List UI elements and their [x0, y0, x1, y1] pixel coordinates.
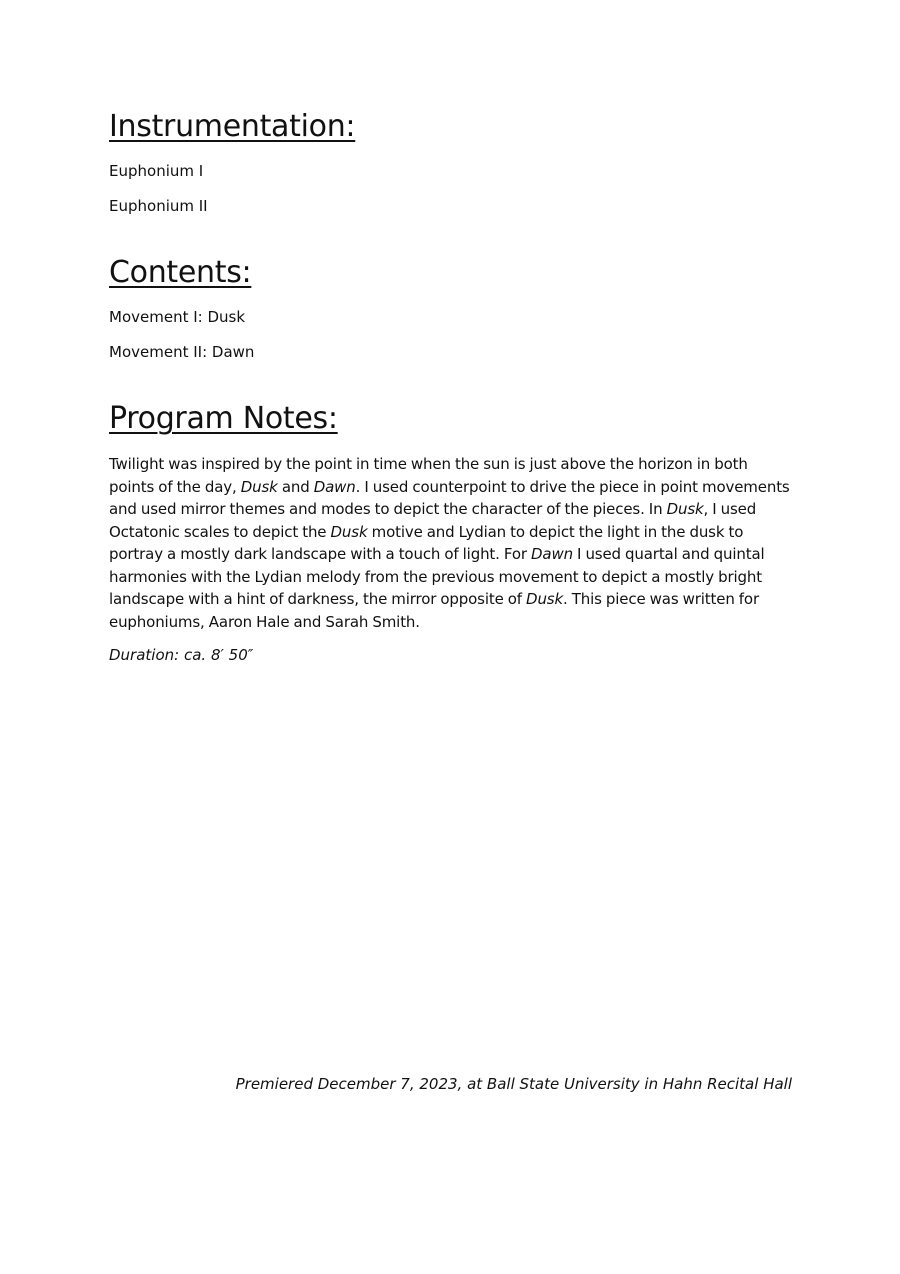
movement-item: Movement II: Dawn: [109, 343, 255, 361]
document-page: [109, 108, 794, 680]
notes-emphasis: Dusk: [240, 477, 278, 496]
movement-item: Movement I: Dusk: [109, 308, 246, 326]
contents-list: [109, 307, 794, 362]
notes-text: motive and Lydian to depict the light in the dusk to portray a mostly dark landscape with a touch of light. For: [109, 522, 744, 563]
notes-emphasis: Dusk: [526, 590, 564, 608]
program-notes-section: [109, 400, 794, 665]
program-notes-paragraph: [109, 453, 794, 633]
premiere-note: Premiered December 7, 2023, at Ball State University in Hahn Recital Hall: [235, 1075, 792, 1093]
program-notes-heading: Program Notes:: [109, 401, 338, 436]
instrument-item: Euphonium II: [109, 197, 208, 215]
notes-text: . This piece was written for euphoniums, Aaron Hale and Sarah Smith.: [109, 590, 759, 631]
instrumentation-section: [109, 108, 794, 216]
contents-heading: Contents:: [109, 255, 252, 290]
notes-text: , I used Octatonic scales to depict the: [109, 500, 757, 541]
notes-emphasis: Dawn: [531, 545, 573, 563]
instrumentation-list: [109, 161, 794, 216]
duration-text: Duration: ca. 8′ 50″: [109, 646, 254, 664]
notes-text: and: [277, 477, 314, 496]
instrument-item: Euphonium I: [109, 162, 204, 180]
notes-text: I used quartal and quintal harmonies with the Lydian melody from the previous movement to depict a mostly bright landscape with a hint of darkness, the mirror opposite of: [109, 545, 765, 608]
notes-text: . I used counterpoint to drive the piece in point movements and used mirror themes and modes to depict the character of the pieces. In: [109, 477, 790, 518]
contents-section: [109, 254, 794, 362]
notes-emphasis: Dawn: [313, 477, 356, 496]
instrumentation-heading: Instrumentation:: [109, 109, 356, 144]
notes-emphasis: Dusk: [330, 522, 368, 541]
program-notes-text: [109, 453, 794, 633]
notes-text: Twilight was inspired by the point in time when the sun is just above the horizon in both points of the day,: [109, 455, 748, 496]
notes-emphasis: Dusk: [666, 500, 704, 518]
